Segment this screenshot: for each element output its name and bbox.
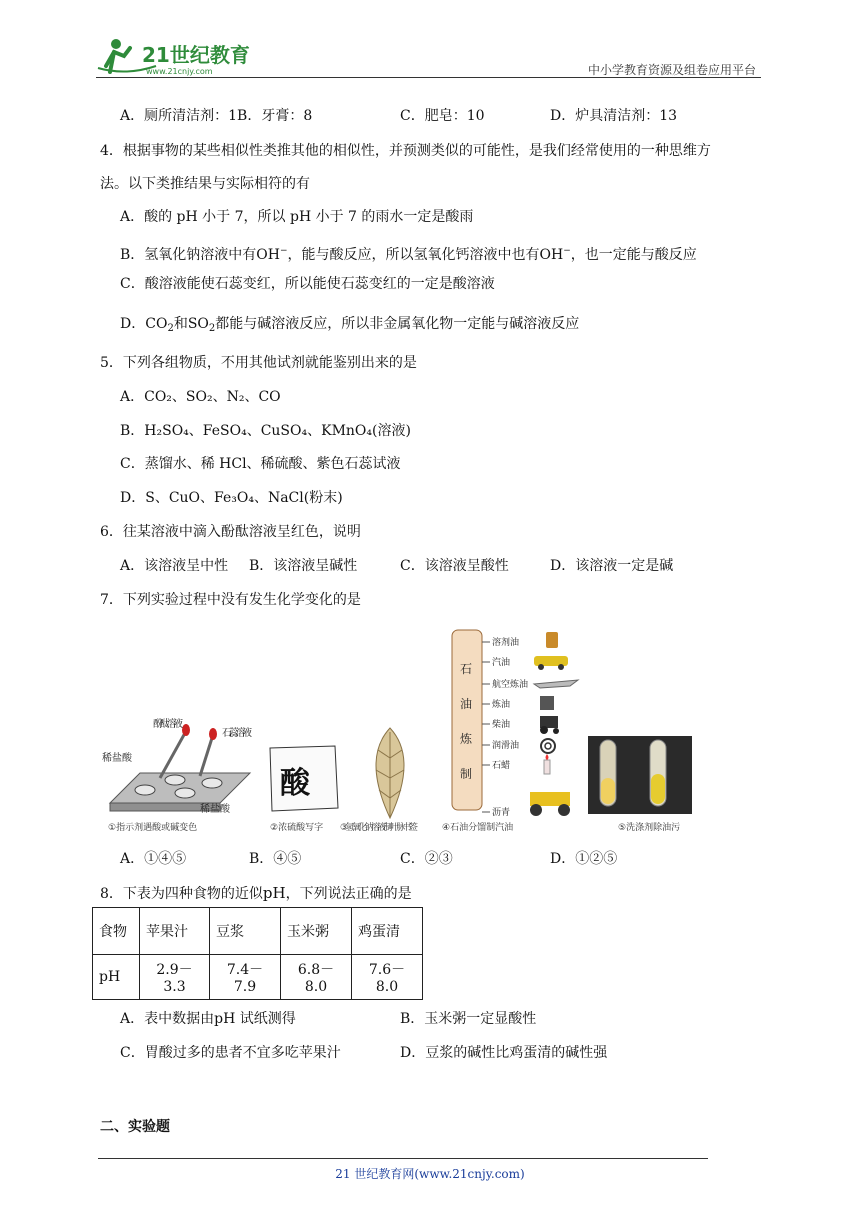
runner-logo-icon <box>96 36 266 76</box>
tractor-icon <box>540 716 558 728</box>
q3-option-a[interactable]: A．厕所清洁剂：1 <box>120 108 238 124</box>
table-cell: 玉米粥 <box>281 908 352 955</box>
table-header-row <box>93 908 423 955</box>
header-divider <box>96 77 761 78</box>
footer-link[interactable]: 21 世纪教育网(www.21cnjy.com) <box>335 1167 525 1181</box>
q8-option-b[interactable]: B．玉米粥一定显酸性 <box>400 1011 537 1027</box>
q8-option-c[interactable]: C．胃酸过多的患者不宜多吃苹果汁 <box>120 1045 341 1061</box>
product-3: 炼油 <box>492 700 511 710</box>
q5-stem: 5．下列各组物质，不用其他试剂就能鉴别出来的是 <box>100 355 417 371</box>
test-tubes-illustration <box>588 736 692 833</box>
refinery-char-2: 油 <box>460 697 473 711</box>
road-roller-icon <box>530 792 570 806</box>
q5-option-a[interactable]: A．CO₂、SO₂、N₂、CO <box>120 389 281 405</box>
acid-character: 酸 <box>280 766 310 801</box>
caption-2: ②浓硫酸写字 <box>270 823 324 833</box>
caption-5: ⑤洗涤剂除油污 <box>618 823 681 833</box>
product-2: 航空炼油 <box>492 680 529 690</box>
product-7: 沥青 <box>492 808 511 818</box>
q4-d-pre: D． <box>120 316 146 332</box>
q4-d-post: 都能与碱溶液反应，所以非金属氧化物一定能与碱溶液反应 <box>215 316 580 332</box>
table-cell: 鸡蛋清 <box>352 908 423 955</box>
formula-so2: $SO_2$ <box>187 316 216 334</box>
label-dilute-hcl-left: 稀盐酸 <box>102 753 132 764</box>
hydroxide-ion: OH− <box>539 246 571 263</box>
q7-option-a[interactable]: A．①④⑤ <box>120 851 187 867</box>
q4-b-post: ，也一定能与酸反应 <box>570 247 697 263</box>
caption-1: ①指示剂遇酸或碱变色 <box>108 823 198 833</box>
q8-stem: 8．下表为四种食物的近似pH，下列说法正确的是 <box>100 884 412 902</box>
refinery-char-4: 制 <box>460 767 473 781</box>
q6-option-c[interactable]: C．该溶液呈酸性 <box>400 558 509 574</box>
label-litmus: 石蕊溶液 <box>222 728 252 739</box>
leaf-vein-illustration <box>340 728 418 833</box>
q4-stem-line2: 法。以下类推结果与实际相符的有 <box>100 176 310 192</box>
q6-option-b[interactable]: B．该溶液呈碱性 <box>249 558 358 574</box>
q6-stem: 6．往某溶液中滴入酚酞溶液呈红色，说明 <box>100 524 361 540</box>
product-6: 石蜡 <box>492 761 511 771</box>
label-phenolphthalein: 酚酞溶液 <box>153 719 183 730</box>
table-cell: 7.4－7.9 <box>210 955 281 1000</box>
q5-option-c[interactable]: C．蒸馏水、稀 HCl、稀硫酸、紫色石蕊试液 <box>120 456 401 472</box>
platform-name: 中小学教育资源及组卷应用平台 <box>587 63 756 77</box>
table-cell: 7.6－8.0 <box>352 955 423 1000</box>
q3-option-c[interactable]: C．肥皂：10 <box>400 108 485 124</box>
q4-option-a[interactable]: A．酸的 pH 小于 7，所以 pH 小于 7 的雨水一定是酸雨 <box>120 209 474 225</box>
label-dilute-hcl-right: 稀盐酸 <box>200 804 230 815</box>
candle-icon <box>544 760 550 774</box>
section-heading: 二、实验题 <box>100 1119 170 1135</box>
table-cell: pH <box>93 955 140 1000</box>
q4-b-pre: B．氢氧化钠溶液中有 <box>120 247 257 263</box>
q7-stem: 7．下列实验过程中没有发生化学变化的是 <box>100 592 361 608</box>
logo-url: www.21cnjy.com <box>146 67 213 76</box>
table-cell: 6.8－8.0 <box>281 955 352 1000</box>
refinery-char-3: 炼 <box>460 732 473 746</box>
refinery-illustration <box>442 630 578 833</box>
caption-3: ③氢氧化钠溶液制叶脉书签 <box>340 823 418 833</box>
table-cell: 2.9－3.3 <box>140 955 210 1000</box>
product-5: 润滑油 <box>492 741 520 751</box>
food-ph-table <box>92 907 423 1000</box>
table-cell: 食物 <box>93 908 140 955</box>
q7-option-d[interactable]: D．①②⑤ <box>550 851 618 867</box>
oil-drum-icon <box>546 632 558 648</box>
q5-option-d[interactable]: D．S、CuO、Fe₃O₄、NaCl(粉末) <box>120 490 343 506</box>
table-cell: 苹果汁 <box>140 908 210 955</box>
q8-option-a[interactable]: A．表中数据由pH 试纸测得 <box>120 1011 296 1027</box>
q8-option-d[interactable]: D．豆浆的碱性比鸡蛋清的碱性强 <box>400 1045 608 1061</box>
q7-option-b[interactable]: B．④⑤ <box>249 851 302 867</box>
refinery-char-1: 石 <box>460 662 473 676</box>
ph-term: pH <box>262 884 286 902</box>
caption-4: ④石油分馏制汽油 <box>442 823 514 833</box>
q4-option-c[interactable]: C．酸溶液能使石蕊变红，所以能使石蕊变红的一定是酸溶液 <box>120 276 495 292</box>
q5-option-b[interactable]: B．H₂SO₄、FeSO₄、CuSO₄、KMnO₄(溶液) <box>120 423 411 439</box>
product-4: 柴油 <box>492 720 511 730</box>
q3-options <box>120 106 312 126</box>
spot-plate-illustration <box>102 717 252 833</box>
q6-option-d[interactable]: D．该溶液一定是碱 <box>550 558 674 574</box>
q7-option-c[interactable]: C．②③ <box>400 851 453 867</box>
q4-b-mid: ，能与酸反应，所以氢氧化钙溶液中也有 <box>287 247 540 263</box>
formula-co2: $CO_2$ <box>145 316 174 334</box>
q7-figure <box>100 628 700 838</box>
table-cell: 豆浆 <box>210 908 281 955</box>
car-icon <box>534 656 568 666</box>
product-1: 汽油 <box>492 658 511 668</box>
logo-text: 21世纪教育 <box>142 43 250 67</box>
hydroxide-ion: OH− <box>256 246 288 263</box>
paper-writing-illustration <box>270 746 338 833</box>
table-row <box>93 955 423 1000</box>
q3-option-b[interactable]: B．牙膏：8 <box>237 108 313 124</box>
product-0: 溶剂油 <box>492 638 520 648</box>
footer-divider <box>98 1158 708 1159</box>
q4-stem-line1: 4．根据事物的某些相似性类推其他的相似性，并预测类似的可能性，是我们经常使用的一种思维方 <box>100 143 711 159</box>
engine-icon <box>540 696 554 710</box>
q4-option-d[interactable] <box>120 314 579 339</box>
q4-d-and: 和 <box>173 316 188 332</box>
q6-option-a[interactable]: A．该溶液呈中性 <box>120 558 229 574</box>
site-logo <box>96 36 266 76</box>
lubricant-coil-icon <box>541 739 555 753</box>
q4-option-b[interactable] <box>120 241 697 265</box>
airplane-icon <box>534 680 578 688</box>
q3-option-d[interactable]: D．炉具清洁剂：13 <box>550 108 678 124</box>
